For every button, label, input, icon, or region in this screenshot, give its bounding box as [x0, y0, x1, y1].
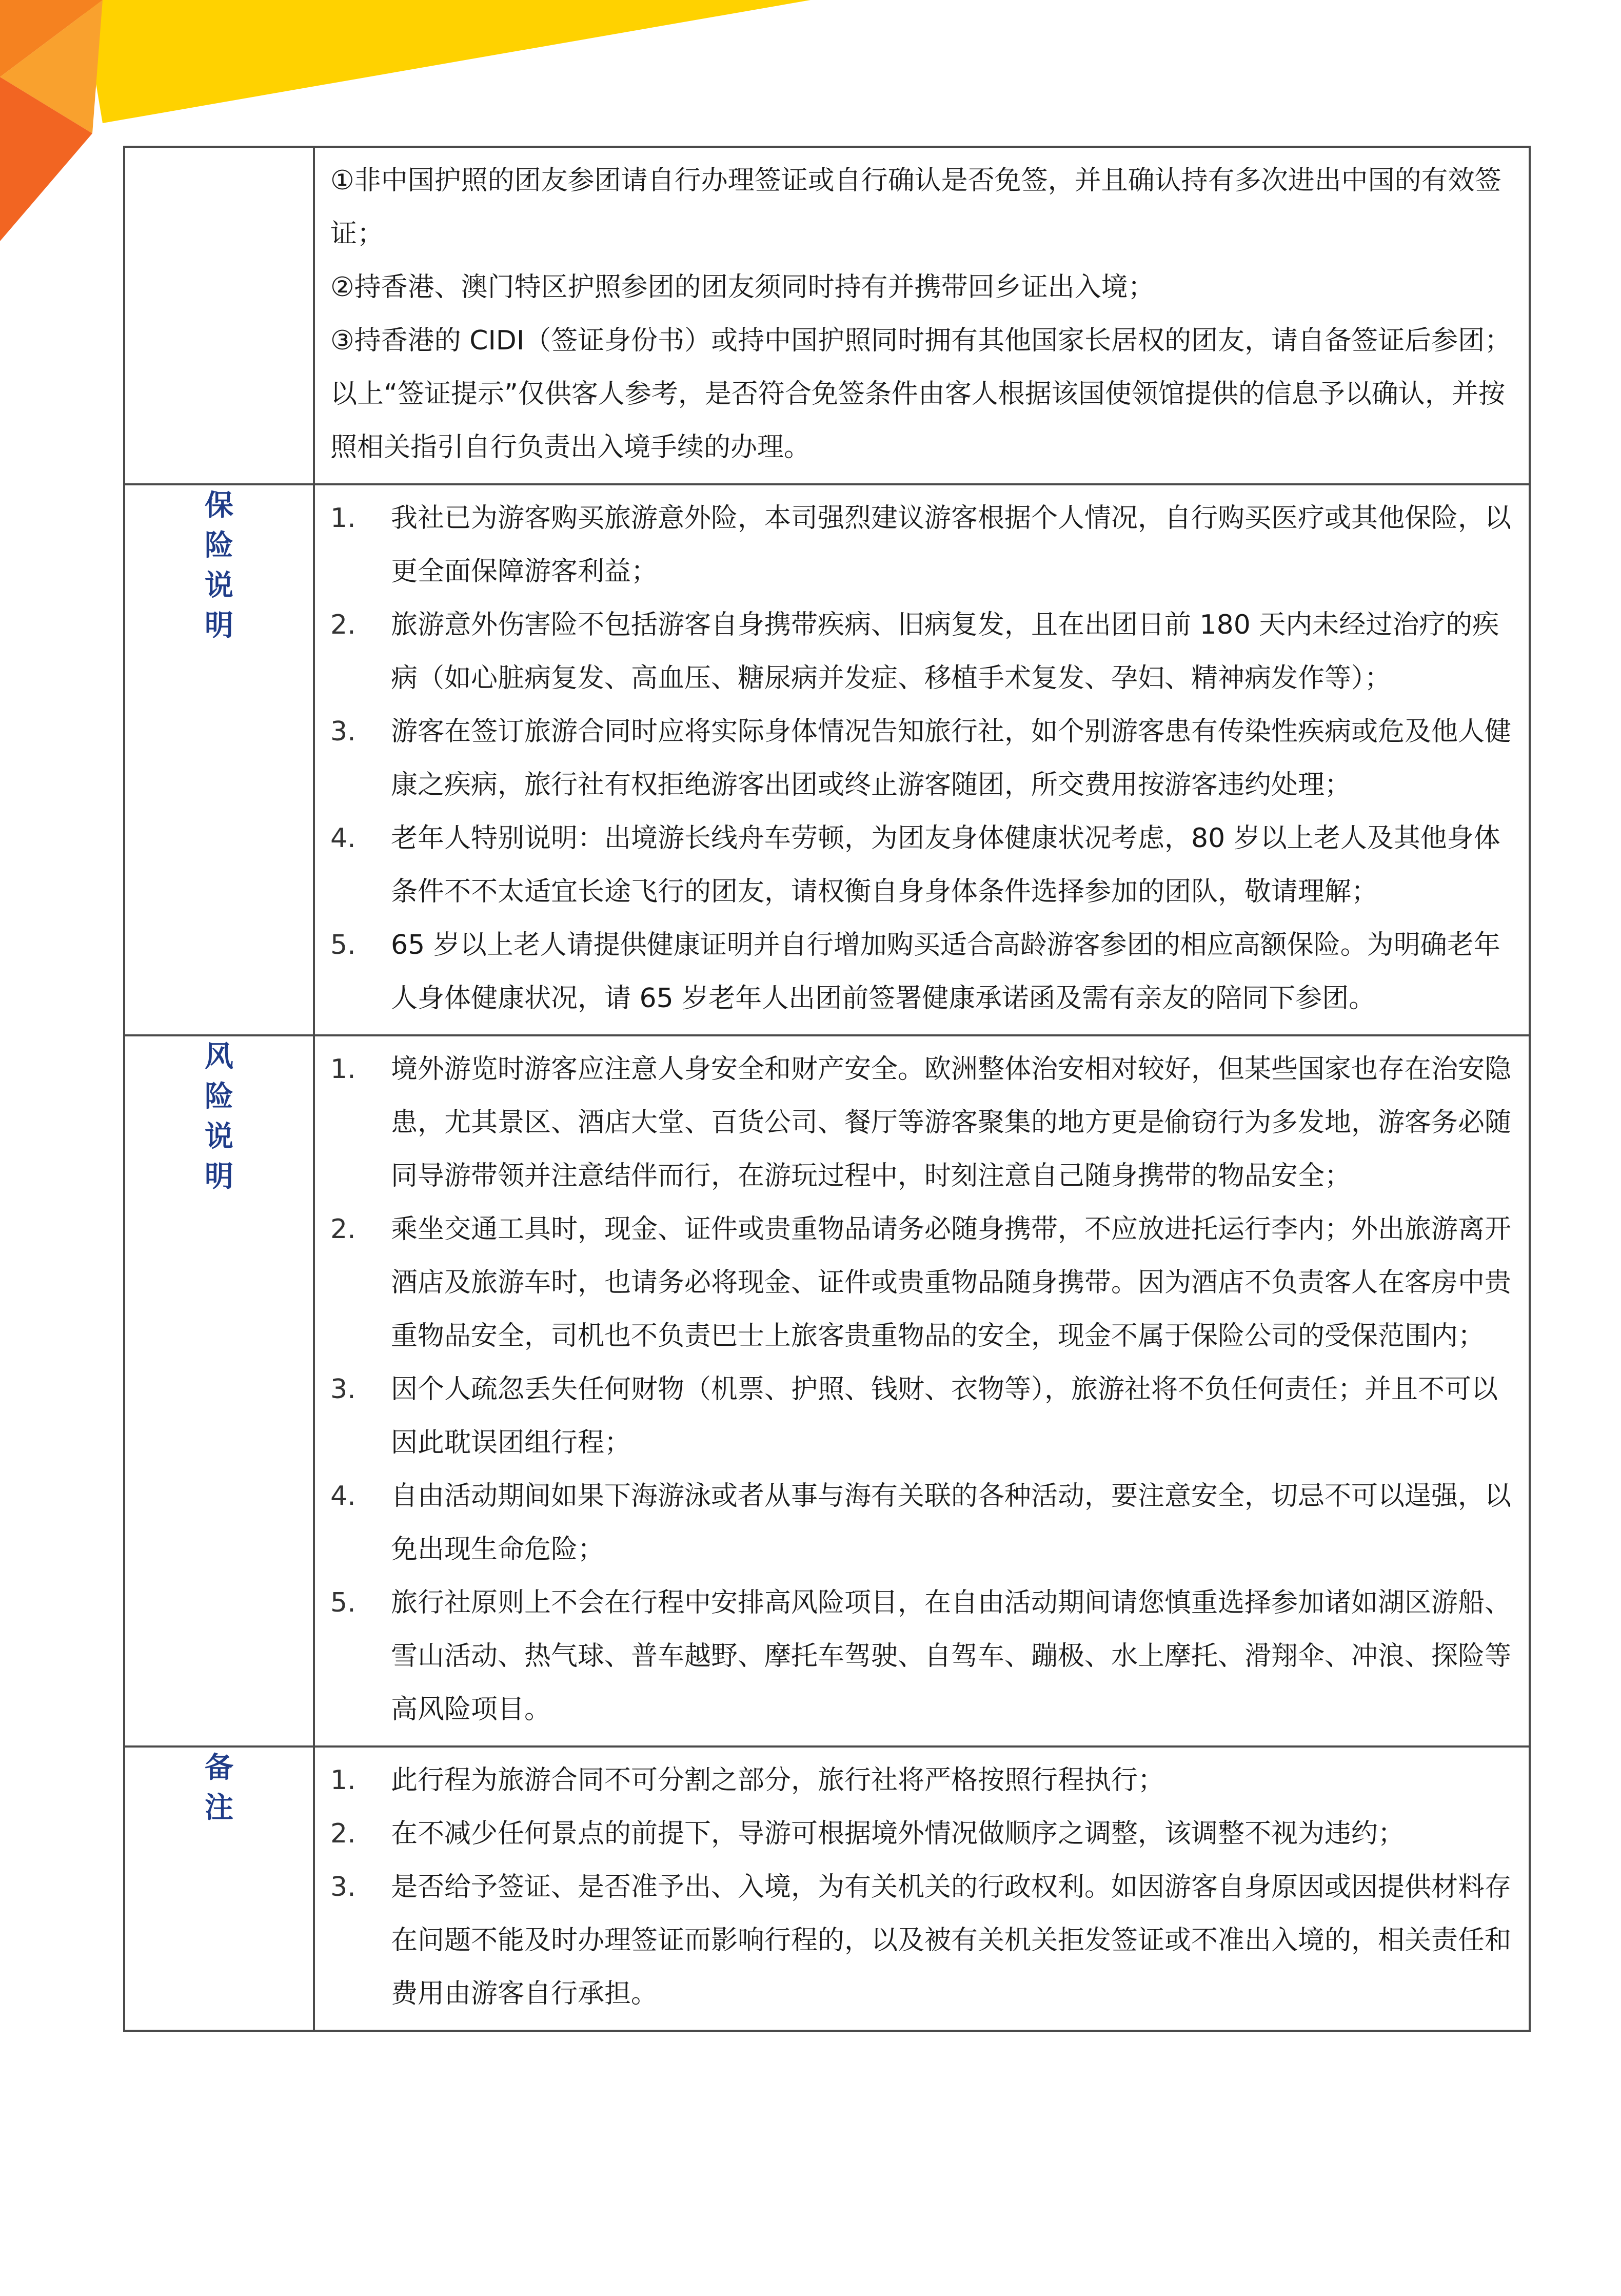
insurance-row — [124, 484, 1530, 1035]
item-text: 此行程为旅游合同不可分割之部分，旅行社将严格按照行程执行； — [391, 1765, 1165, 1796]
list-item — [330, 1754, 1513, 1807]
item-number: 5. — [330, 1587, 356, 1618]
item-number: 4. — [330, 823, 356, 854]
item-text: 自由活动期间如果下海游泳或者从事与海有关联的各种活动，要注意安全，切忌不可以逞强，以免出现生命危险； — [391, 1481, 1512, 1565]
visa-content — [314, 147, 1530, 484]
insurance-label: 保险说明 — [205, 489, 233, 642]
item-number: 2. — [330, 1818, 356, 1849]
risk-label: 风险说明 — [205, 1040, 233, 1193]
list-item — [330, 1807, 1513, 1860]
risk-row — [124, 1035, 1530, 1746]
visa-row — [124, 147, 1530, 484]
item-number: 3. — [330, 1872, 356, 1902]
remarks-label-cell — [124, 1746, 314, 2031]
list-item — [330, 1860, 1513, 2020]
list-item — [330, 1469, 1513, 1576]
list-item — [330, 1203, 1513, 1363]
item-number: 1. — [330, 1765, 356, 1796]
item-text: 旅行社原则上不会在行程中安排高风险项目，在自由活动期间请您慎重选择参加诸如湖区游船、雪山活动、热气球、普车越野、摩托车驾驶、自驾车、蹦极、水上摩托、滑翔伞、冲浪、探险等高风险项目。 — [391, 1587, 1512, 1725]
list-item — [330, 705, 1513, 812]
item-number: 3. — [330, 716, 356, 747]
item-text: 老年人特别说明：出境游长线舟车劳顿，为团友身体健康状况考虑，80 岁以上老人及其他身体条件不不太适宜长途飞行的团友，请权衡自身身体条件选择参加的团队，敬请理解； — [391, 823, 1500, 907]
item-number: 1. — [330, 1054, 356, 1085]
insurance-label-cell — [124, 484, 314, 1035]
visa-paragraph: ①非中国护照的团友参团请自行办理签证或自行确认是否免签，并且确认持有多次进出中国的有效签证； — [330, 165, 1501, 249]
visa-paragraph: ②持香港、澳门特区护照参团的团友须同时持有并携带回乡证出入境； — [330, 272, 1155, 303]
item-text: 乘坐交通工具时，现金、证件或贵重物品请务必随身携带，不应放进托运行李内；外出旅游离开酒店及旅游车时，也请务必将现金、证件或贵重物品随身携带。因为酒店不负责客人在客房中贵重物品安全，司机也不负责巴士上旅客贵重物品的安全，现金不属于保险公司的受保范围内； — [391, 1214, 1512, 1351]
item-text: 游客在签订旅游合同时应将实际身体情况告知旅行社，如个别游客患有传染性疾病或危及他人健康之疾病，旅行社有权拒绝游客出团或终止游客随团，所交费用按游客违约处理； — [391, 716, 1512, 800]
item-text: 是否给予签证、是否准予出、入境，为有关机关的行政权利。如因游客自身原因或因提供材料存在问题不能及时办理签证而影响行程的，以及被有关机关拒发签证或不准出入境的，相关责任和费用由游客自行承担。 — [391, 1872, 1512, 2009]
item-number: 3. — [330, 1374, 356, 1405]
item-text: 65 岁以上老人请提供健康证明并自行增加购买适合高龄游客参团的相应高额保险。为明确老年人身体健康状况，请 65 岁老年人出团前签署健康承诺函及需有亲友的陪同下参团。 — [391, 930, 1500, 1014]
list-item — [330, 1043, 1513, 1203]
visa-label-cell — [124, 147, 314, 484]
list-item — [330, 598, 1513, 705]
item-number: 1. — [330, 503, 356, 534]
remarks-label: 备注 — [205, 1751, 233, 1824]
list-item — [330, 1363, 1513, 1469]
item-number: 4. — [330, 1481, 356, 1512]
remarks-content — [314, 1746, 1530, 2031]
item-text: 境外游览时游客应注意人身安全和财产安全。欧洲整体治安相对较好，但某些国家也存在治安隐患，尤其景区、酒店大堂、百货公司、餐厅等游客聚集的地方更是偷窃行为多发地，游客务必随同导游带领并注意结伴而行，在游玩过程中，时刻注意自己随身携带的物品安全； — [391, 1054, 1512, 1191]
insurance-content — [314, 484, 1530, 1035]
remarks-row — [124, 1746, 1530, 2031]
visa-paragraph: ③持香港的 CIDI（签证身份书）或持中国护照同时拥有其他国家长居权的团友，请自备签证后参团； — [330, 325, 1512, 356]
yellow-stripe — [82, 0, 810, 123]
list-item — [330, 1576, 1513, 1736]
item-number: 5. — [330, 930, 356, 960]
item-text: 在不减少任何景点的前提下，导游可根据境外情况做顺序之调整，该调整不视为违约； — [391, 1818, 1405, 1849]
risk-label-cell — [124, 1035, 314, 1746]
item-text: 旅游意外伤害险不包括游客自身携带疾病、旧病复发，且在出团日前 180 天内未经过治疗的疾病（如心脏病复发、高血压、糖尿病并发症、移植手术复发、孕妇、精神病发作等）； — [391, 610, 1499, 694]
visa-paragraph: 以上“签证提示”仅供客人参考，是否符合免签条件由客人根据该国使领馆提供的信息予以确认，并按照相关指引自行负责出入境手续的办理。 — [330, 379, 1505, 463]
risk-content — [314, 1035, 1530, 1746]
list-item — [330, 918, 1513, 1025]
item-number: 2. — [330, 1214, 356, 1245]
item-text: 因个人疏忽丢失任何财物（机票、护照、钱财、衣物等），旅游社将不负任何责任；并且不可以因此耽误团组行程； — [391, 1374, 1498, 1458]
list-item — [330, 812, 1513, 918]
travel-notes-table — [123, 146, 1531, 2032]
item-number: 2. — [330, 610, 356, 640]
item-text: 我社已为游客购买旅游意外险，本司强烈建议游客根据个人情况，自行购买医疗或其他保险，以更全面保障游客利益； — [391, 503, 1512, 587]
list-item — [330, 492, 1513, 598]
